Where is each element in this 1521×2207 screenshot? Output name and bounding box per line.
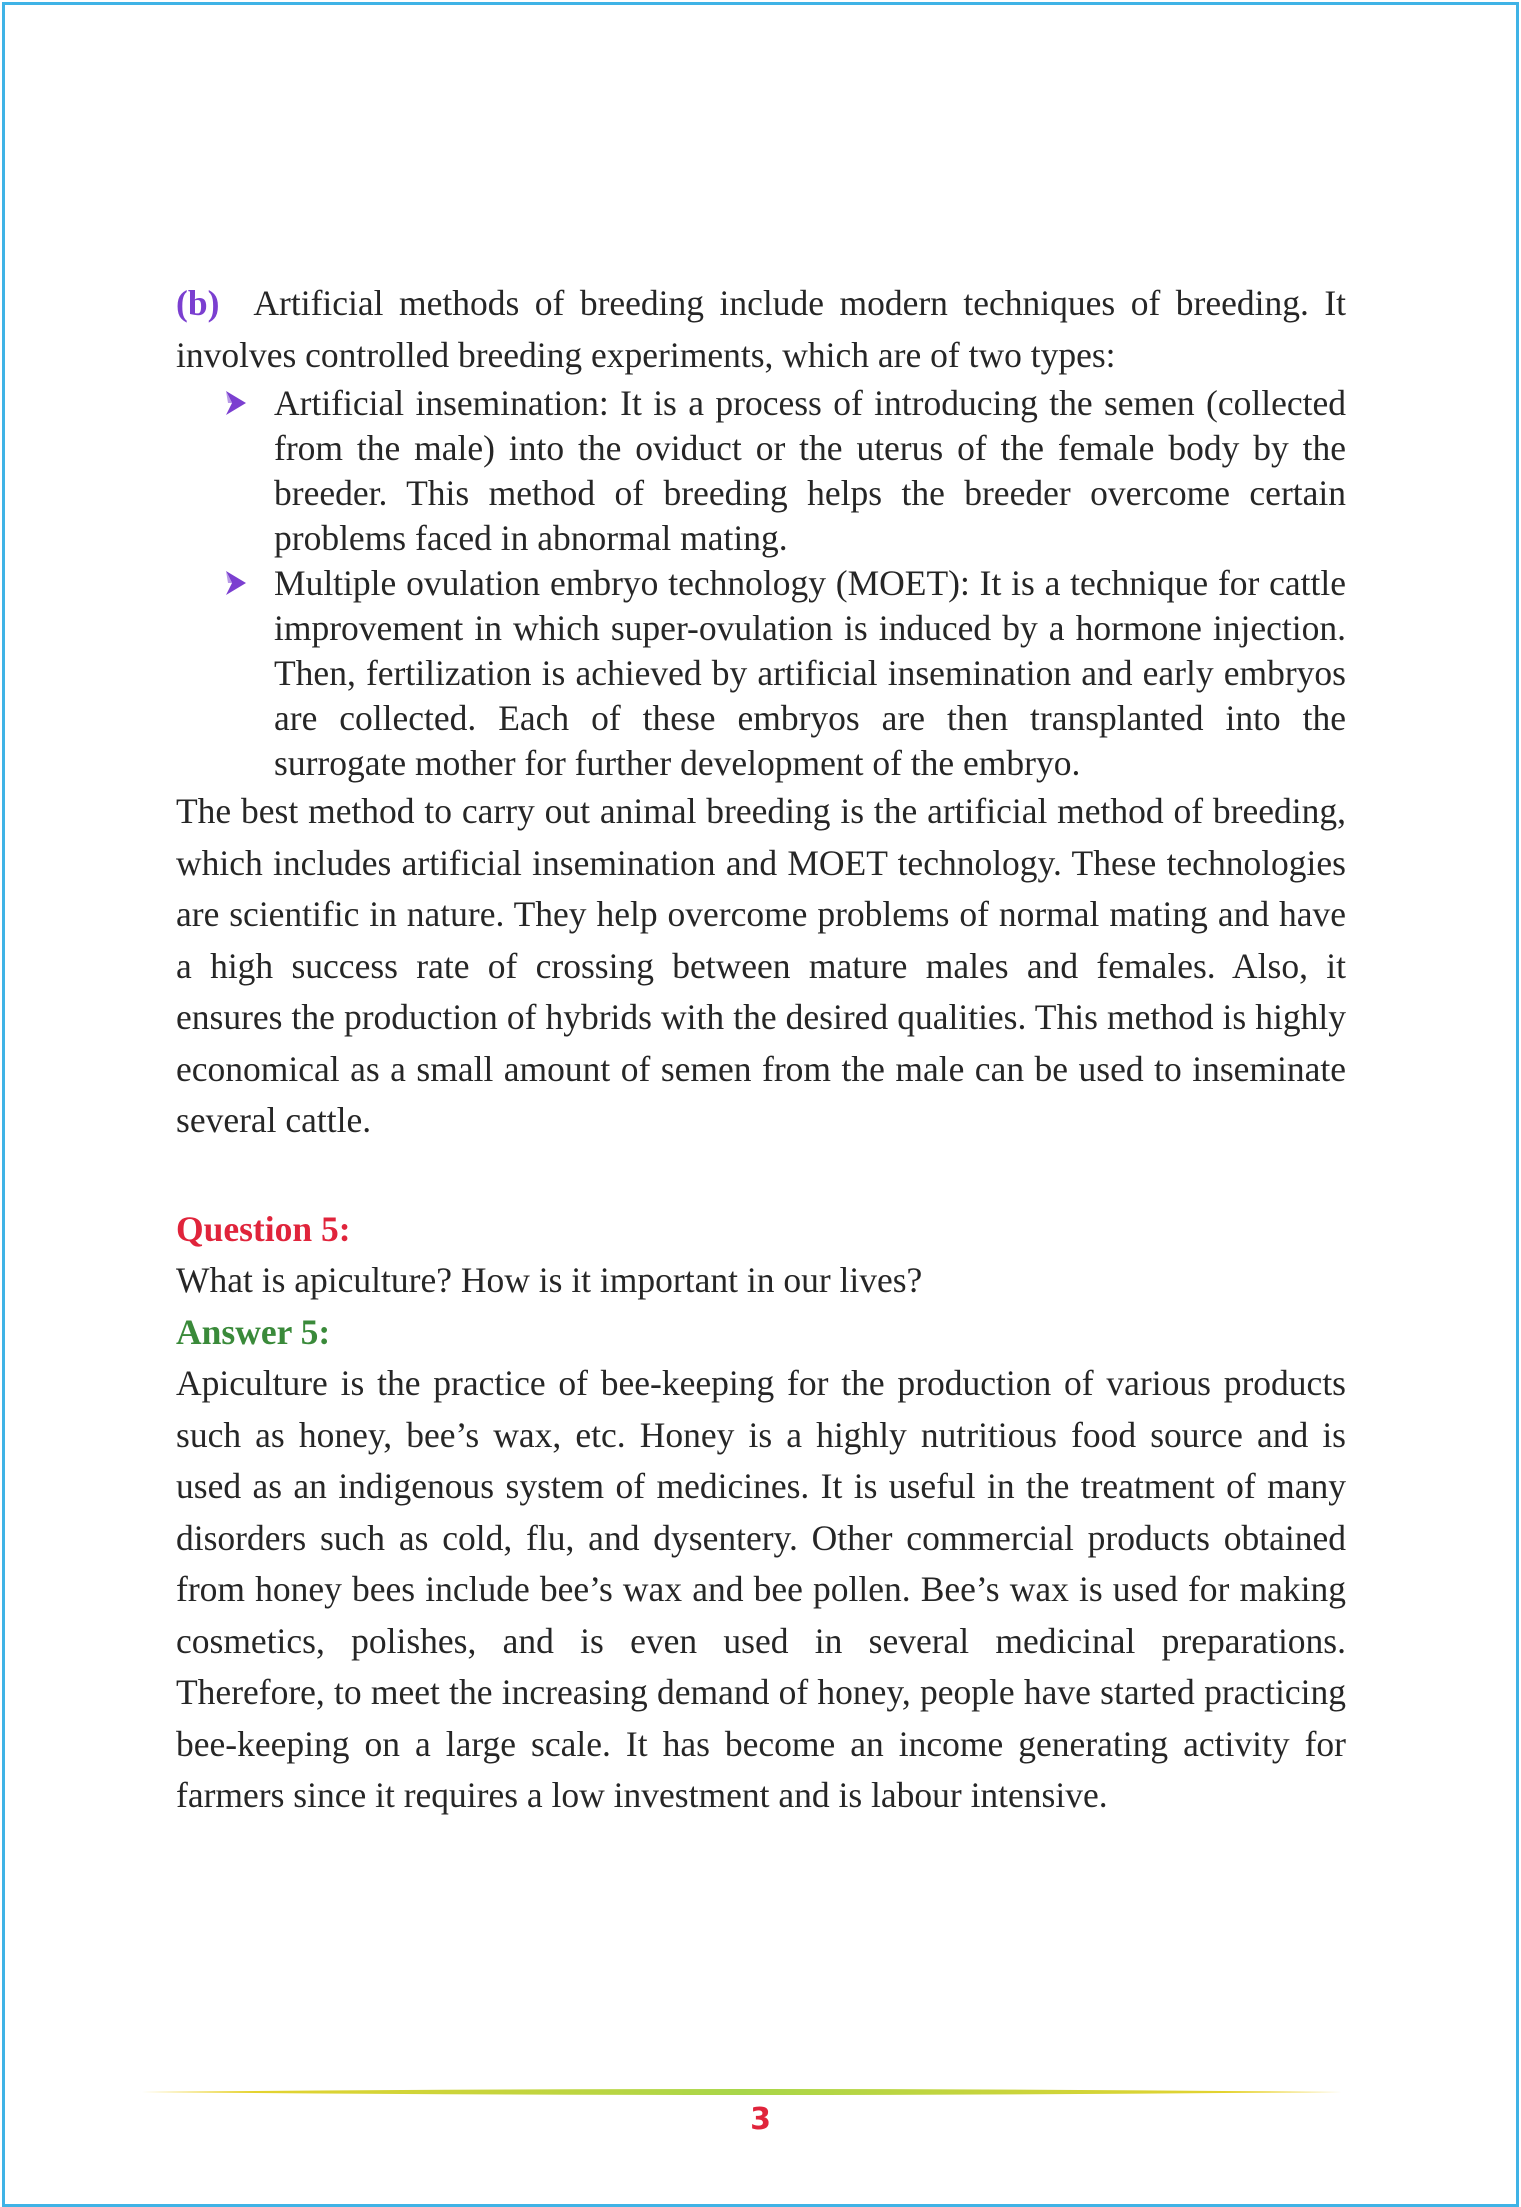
list-item-text: Artificial insemination: It is a process of introducing the semen (collected from the male) into the oviduct or the uterus of the female body by the breeder. This method of breeding helps the breeder overcome certain problems faced in abnormal mating. — [274, 383, 1346, 558]
conclusion-paragraph: The best method to carry out animal breeding is the artificial method of breeding, which includes artificial insemination and MOET technology. These technologies are scientific in nature. They help overcome problems of normal mating and have a high success rate of crossing between mature males and females. Also, it ensures the production of hybrids with the desired qualities. This method is highly economical as a small amount of semen from the male can be used to inseminate several cattle. — [176, 791, 1346, 1140]
page-number: 3 — [750, 2102, 771, 2137]
answer-text: Apiculture is the practice of bee-keeping for the production of various products such as honey, bee’s wax, etc. Honey is a highly nutritious food source and is used as an indigenous system of medicines. It is useful in the treatment of many disorders such as cold, flu, and dysentery. Other commercial products obtained from honey bees include bee’s wax and bee pollen. Bee’s wax is used for making cosmetics, polishes, and is even used in several medicinal preparations. Therefore, to meet the increasing demand of honey, people have started practicing bee-keeping on a large scale. It has become an income generating activity for farmers since it requires a low investment and is labour intensive. — [176, 1363, 1346, 1815]
breeding-methods-list — [176, 381, 1346, 786]
answer-heading: Answer 5: — [176, 1311, 331, 1352]
list-item-text: Multiple ovulation embryo technology (MOET): It is a technique for cattle improvement in which super-ovulation is induced by a hormone injection. Then, fertilization is achieved by artificial insemination and early embryos are collected. Each of these embryos are then transplanted into the surrogate mother for further development of the embryo. — [274, 563, 1346, 783]
section-b-label: (b) — [176, 283, 220, 323]
question-heading: Question 5: — [176, 1208, 351, 1249]
section-b-intro — [176, 278, 1346, 381]
list-item — [274, 381, 1346, 561]
list-item — [274, 561, 1346, 786]
arrow-bullet-icon — [222, 389, 250, 417]
page-content — [176, 278, 1346, 1822]
question-text: What is apiculture? How is it important in our lives? — [176, 1260, 923, 1300]
section-b-intro-text: Artificial methods of breeding include modern techniques of breeding. It involves controlled breeding experiments, which are of two types: — [176, 283, 1346, 375]
arrow-bullet-icon — [222, 569, 250, 597]
footer-divider — [142, 2086, 1342, 2098]
